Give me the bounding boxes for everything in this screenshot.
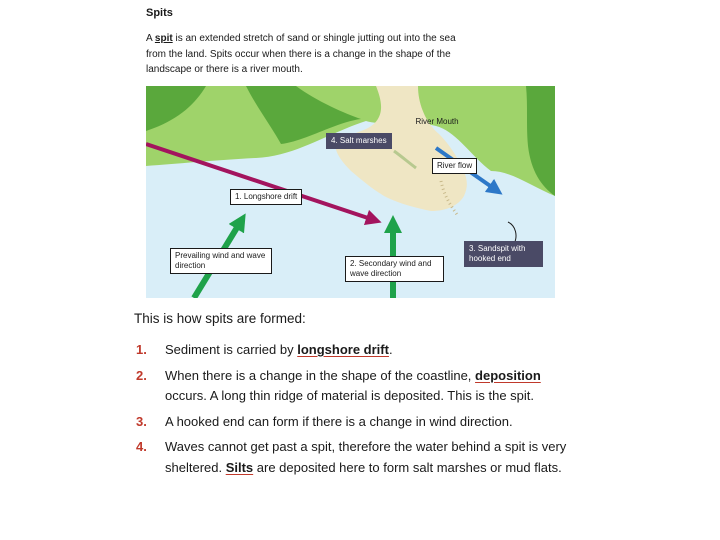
step-text-end: are deposited here to form salt marshes or mud flats. <box>253 459 562 475</box>
list-item <box>134 366 574 407</box>
step-number: 1. <box>136 342 147 357</box>
label-sandspit: 3. Sandspit with hooked end <box>464 241 543 267</box>
intro-keyword-spit: spit <box>154 33 173 44</box>
spit-diagram <box>146 86 555 298</box>
step-text-end: occurs. A long thin ridge of material is deposited. This is the spit. <box>165 388 535 403</box>
keyword-deposition: deposition <box>475 367 541 383</box>
label-river-flow: River flow <box>432 158 477 174</box>
list-item <box>134 437 574 478</box>
intro-paragraph <box>146 31 476 78</box>
intro-text-end: is an extended stretch of sand or shingle jutting out into the sea from the land. Spits occur when there is a change in the shape of the landscape or there is a river mouth. <box>146 33 456 75</box>
label-secondary-wind: 2. Secondary wind and wave direction <box>345 256 444 282</box>
list-item <box>134 412 574 433</box>
formation-heading: This is how spits are formed: <box>134 311 306 326</box>
intro-text-start: A <box>146 33 155 44</box>
page-title: Spits <box>146 7 173 19</box>
step-text: When there is a change in the shape of the coastline, <box>165 367 476 383</box>
step-number: 3. <box>136 413 147 429</box>
label-longshore-drift: 1. Longshore drift <box>230 189 302 205</box>
step-text: Sediment is carried by <box>165 342 298 357</box>
list-item <box>134 340 574 361</box>
label-salt-marshes: 4. Salt marshes <box>326 133 392 149</box>
keyword-silts: Silts <box>225 459 254 475</box>
keyword-longshore-drift: longshore drift <box>297 342 389 357</box>
step-text-end: . <box>388 342 393 357</box>
step-number: 2. <box>136 367 147 383</box>
step-number: 4. <box>136 439 147 454</box>
step-text: A hooked end can form if there is a change in wind direction. <box>165 413 513 429</box>
label-river-mouth: River Mouth <box>415 117 459 126</box>
step-text: Waves cannot get past a spit, therefore the water behind a spit is very sheltered. <box>165 439 567 475</box>
label-prevailing-wind: Prevailing wind and wave direction <box>170 248 272 274</box>
formation-steps-list <box>134 340 574 483</box>
